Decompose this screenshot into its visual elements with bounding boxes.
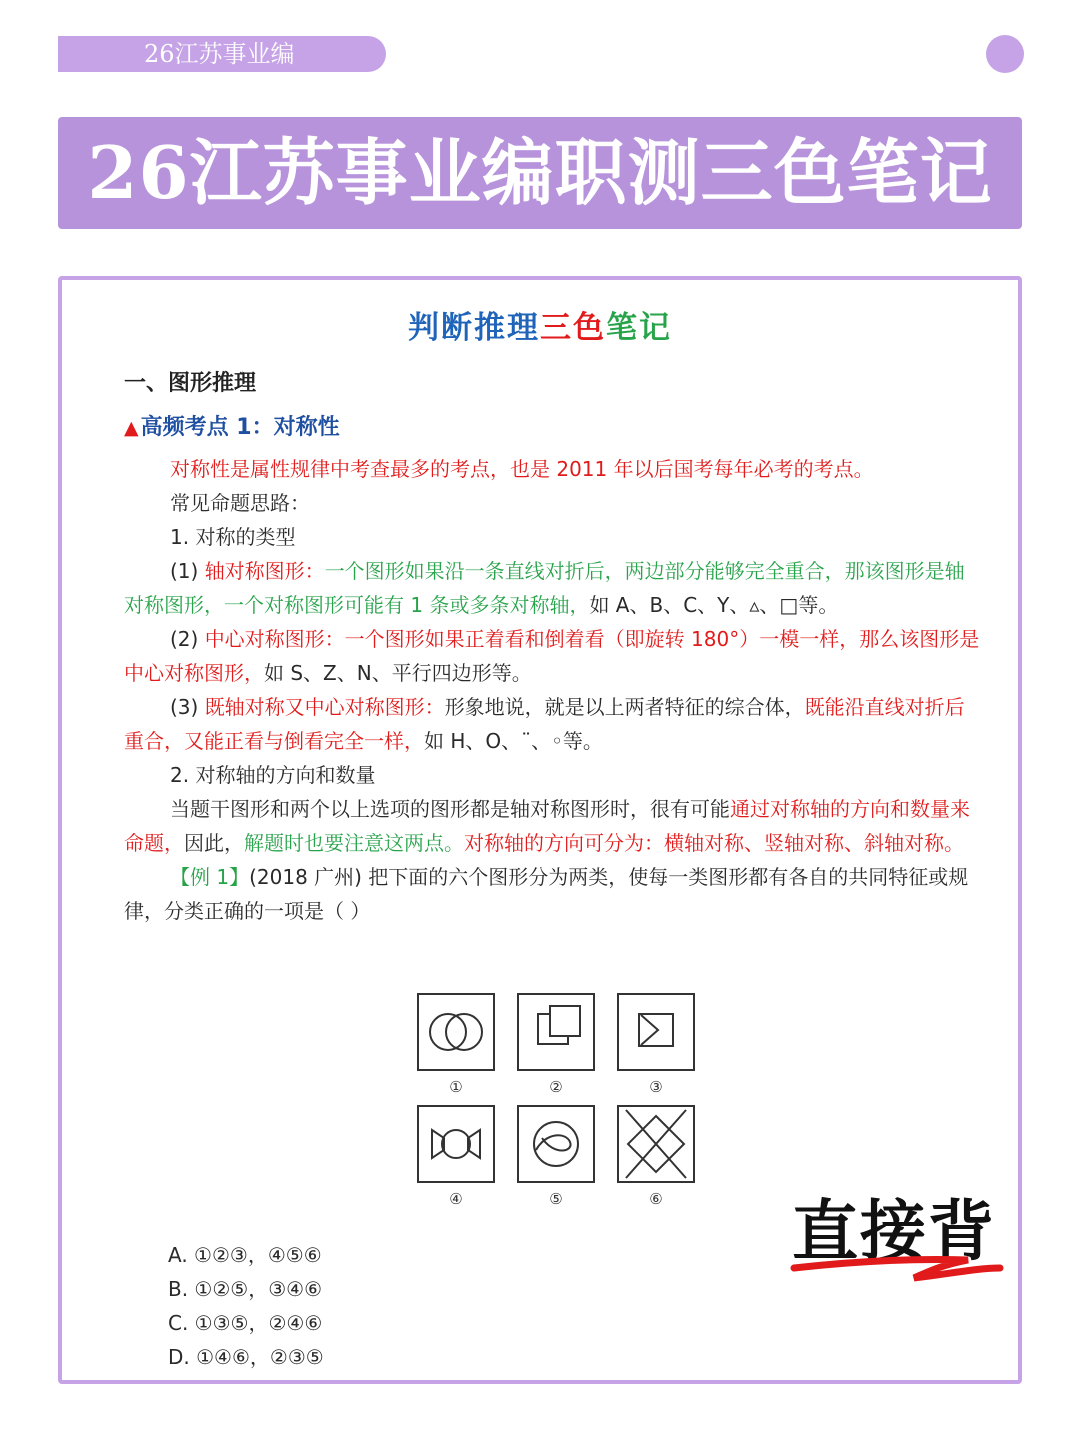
figure-label: ② — [549, 1078, 563, 1096]
text-run: 因此， — [184, 831, 244, 855]
figure-label: ③ — [649, 1078, 663, 1096]
figure-3-lines — [639, 1014, 673, 1046]
figure-1-circle-left — [430, 1014, 466, 1050]
text-run: 如 H、O、¨、◦等。 — [424, 729, 603, 753]
text-run: 对称轴的方向可分为：横轴对称、竖轴对称、斜轴对称。 — [464, 831, 964, 855]
text-run: (2) — [170, 627, 205, 651]
doc-title-part3: 色 — [573, 310, 606, 346]
paragraph: 1. 对称的类型 — [170, 525, 296, 549]
option-c: C. ①③⑤，②④⑥ — [168, 1311, 323, 1335]
text-run: 当题干图形和两个以上选项的图形都是轴对称图形时，很有可能 — [170, 797, 730, 821]
body-text — [124, 452, 980, 928]
figure-4-circle — [442, 1130, 470, 1158]
keypoint-heading — [124, 410, 340, 441]
paragraph: 2. 对称轴的方向和数量 — [170, 763, 376, 787]
paragraph: 常见命题思路： — [170, 491, 310, 515]
text-run: 既能沿直线对折后重合，又能正看与倒看完全一样， — [124, 695, 965, 753]
text-run: 如 S、Z、N、平行四边形等。 — [264, 661, 532, 685]
paragraph — [124, 690, 980, 758]
doc-title-part1: 判断推理 — [408, 310, 540, 346]
option-a: A. ①②③，④⑤⑥ — [168, 1243, 322, 1267]
paragraph: 对称性是属性规律中考查最多的考点，也是 2011 年以后国考每年必考的考点。 — [170, 457, 874, 481]
figure-label: ⑥ — [649, 1190, 663, 1208]
example-text: (2018 广州) 把下面的六个图形分为两类，使每一类图形都有各自的共同特征或规律，分类正确的一项是（ ） — [124, 865, 969, 923]
figure-5-frame — [518, 1106, 594, 1182]
paragraph — [124, 554, 980, 622]
triangle-icon: ▲ — [124, 417, 139, 439]
option-b: B. ①②⑤，③④⑥ — [168, 1277, 323, 1301]
answer-options — [168, 1238, 324, 1374]
text-run: 一个图形如果沿一条直线对折后，两边部分能够完全重合，那该图形是轴对称图形，一个对称图形可能有 1 条或多条对称轴， — [124, 559, 965, 617]
example-tag: 【例 1】 — [170, 865, 250, 889]
stamp-text: 直接背 — [792, 1192, 996, 1270]
doc-title — [62, 302, 1018, 347]
figure-label: ① — [449, 1078, 463, 1096]
stamp-svg — [788, 1182, 1018, 1292]
figure-grid-svg — [414, 992, 704, 1222]
header-dot — [986, 35, 1024, 73]
handwritten-stamp — [788, 1182, 1018, 1292]
section-heading: 一、图形推理 — [124, 371, 257, 396]
option-d: D. ①④⑥，②③⑤ — [168, 1345, 324, 1369]
figure-4-frame — [418, 1106, 494, 1182]
text-run: 中心对称图形：一个图形如果正着看和倒着看（即旋转 180°）一模一样，那么该图形是中心对称图形， — [124, 627, 980, 685]
text-run: 轴对称图形： — [204, 559, 325, 583]
header-tab: 26江苏事业编 — [58, 36, 386, 72]
figure-grid — [414, 992, 704, 1222]
notes-card — [58, 276, 1022, 1384]
figure-6-lines — [626, 1110, 686, 1178]
text-run: 如 A、B、C、Y、▵、□等。 — [589, 593, 839, 617]
doc-title-part4: 笔记 — [606, 310, 672, 346]
text-run: 解题时也要注意这两点。 — [244, 831, 464, 855]
paragraph — [124, 622, 980, 690]
keypoint-label: 高频考点 1：对称性 — [140, 415, 340, 440]
text-run: 通过对称轴的方向和数量来命题， — [124, 797, 970, 855]
banner-title: 26江苏事业编职测三色笔记 — [58, 117, 1022, 229]
text-run: (1) — [170, 559, 205, 583]
figure-label: ⑤ — [549, 1190, 563, 1208]
figure-label: ④ — [449, 1190, 463, 1208]
text-run: 既轴对称又中心对称图形： — [204, 695, 445, 719]
example-question — [124, 860, 980, 928]
paragraph — [124, 792, 980, 860]
figure-4-wings — [432, 1130, 480, 1158]
figure-1-circle-right — [446, 1014, 482, 1050]
text-run: 形象地说，就是以上两者特征的综合体， — [444, 695, 805, 719]
text-run: (3) — [170, 695, 205, 719]
doc-title-part2: 三 — [540, 310, 573, 346]
figure-5-curve — [536, 1135, 571, 1150]
figure-2-square-front — [550, 1006, 580, 1036]
